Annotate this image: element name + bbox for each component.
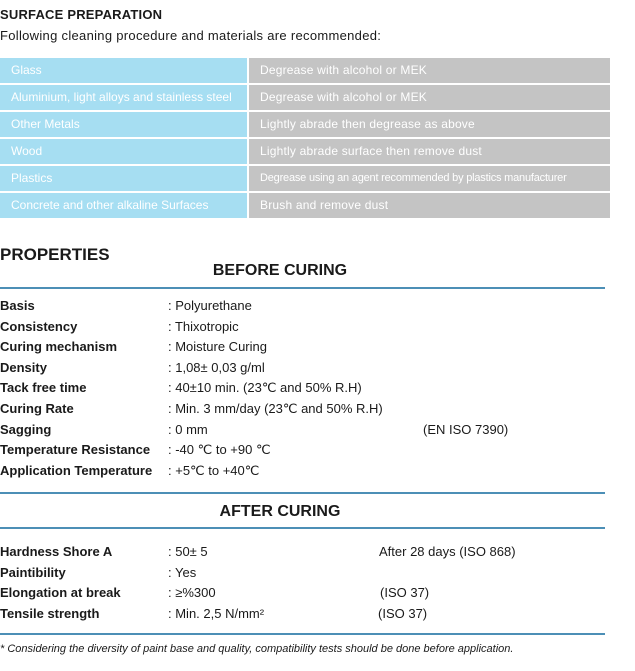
property-label: Curing Rate	[0, 400, 74, 416]
property-row	[0, 583, 610, 604]
procedure-cell: Degrease with alcohol or MEK	[249, 85, 610, 110]
property-row	[0, 420, 610, 441]
property-label: Paintibility	[0, 564, 66, 580]
procedure-cell: Degrease using an agent recommended by plastics manufacturer	[249, 166, 610, 191]
property-label: Tack free time	[0, 380, 87, 396]
property-label: Density	[0, 359, 47, 375]
table-row	[0, 166, 610, 191]
surface-preparation-table	[0, 58, 610, 220]
property-row	[0, 317, 610, 338]
property-value: : 40±10 min. (23℃ and 50% R.H)	[168, 380, 362, 396]
divider	[0, 492, 605, 494]
table-row	[0, 58, 610, 83]
property-value: : 0 mm	[168, 421, 208, 437]
procedure-cell: Brush and remove dust	[249, 193, 610, 218]
property-row	[0, 296, 610, 317]
property-label: Curing mechanism	[0, 339, 118, 355]
property-row	[0, 461, 610, 482]
property-row	[0, 337, 610, 358]
material-cell: Plastics	[0, 166, 247, 191]
property-value: : Min. 3 mm/day (23℃ and 50% R.H)	[168, 400, 383, 416]
material-cell: Wood	[0, 139, 247, 164]
table-row	[0, 112, 610, 137]
footnote: * Considering the diversity of paint base and quality, compatibility tests should be done before application.	[0, 643, 514, 655]
before-curing-title: BEFORE CURING	[212, 262, 348, 279]
property-value: : Min. 2,5 N/mm²	[168, 605, 265, 621]
property-value: : 1,08± 0,03 g/ml	[168, 359, 265, 375]
divider	[0, 633, 605, 635]
property-standard: (ISO 37)	[380, 585, 430, 601]
surface-preparation-title: SURFACE PREPARATION	[0, 7, 163, 22]
property-row	[0, 542, 610, 563]
property-value: : Thixotropic	[168, 318, 239, 334]
property-value: : Moisture Curing	[168, 339, 267, 355]
material-cell: Aluminium, light alloys and stainless steel	[0, 85, 247, 110]
property-standard: (ISO 37)	[378, 605, 428, 621]
divider	[0, 527, 605, 529]
property-label: Sagging	[0, 421, 52, 437]
property-row	[0, 440, 610, 461]
property-label: Consistency	[0, 318, 78, 334]
property-value: : ≥%300	[168, 585, 216, 601]
property-value: : Yes	[168, 564, 197, 580]
material-cell: Glass	[0, 58, 247, 83]
material-cell: Concrete and other alkaline Surfaces	[0, 193, 247, 218]
property-value: : -40 ℃ to +90 ℃	[168, 442, 271, 458]
property-row	[0, 604, 610, 625]
property-label: Hardness Shore A	[0, 544, 113, 559]
property-row	[0, 399, 610, 420]
properties-title: PROPERTIES	[0, 245, 110, 264]
property-row	[0, 358, 610, 379]
property-row	[0, 563, 610, 584]
property-standard: (EN ISO 7390)	[423, 421, 509, 437]
before-curing-properties	[0, 296, 610, 481]
table-row	[0, 139, 610, 164]
property-standard: After 28 days (ISO 868)	[379, 544, 516, 559]
property-label: Tensile strength	[0, 605, 100, 621]
property-row	[0, 378, 610, 399]
procedure-cell: Lightly abrade then degrease as above	[249, 112, 610, 137]
after-curing-title: AFTER CURING	[219, 503, 341, 520]
procedure-cell: Lightly abrade surface then remove dust	[249, 139, 610, 164]
property-label: Basis	[0, 298, 35, 313]
material-cell: Other Metals	[0, 112, 247, 137]
property-value: : Polyurethane	[168, 298, 252, 313]
procedure-cell: Degrease with alcohol or MEK	[249, 58, 610, 83]
divider	[0, 287, 605, 289]
surface-preparation-subtitle: Following cleaning procedure and materials are recommended:	[0, 28, 382, 43]
table-row	[0, 193, 610, 218]
property-value: : +5℃ to +40℃	[168, 462, 260, 478]
table-row	[0, 85, 610, 110]
property-label: Application Temperature	[0, 462, 153, 478]
property-label: Temperature Resistance	[0, 442, 151, 458]
property-value: : 50± 5	[168, 544, 208, 559]
after-curing-properties	[0, 542, 610, 624]
property-label: Elongation at break	[0, 585, 121, 601]
